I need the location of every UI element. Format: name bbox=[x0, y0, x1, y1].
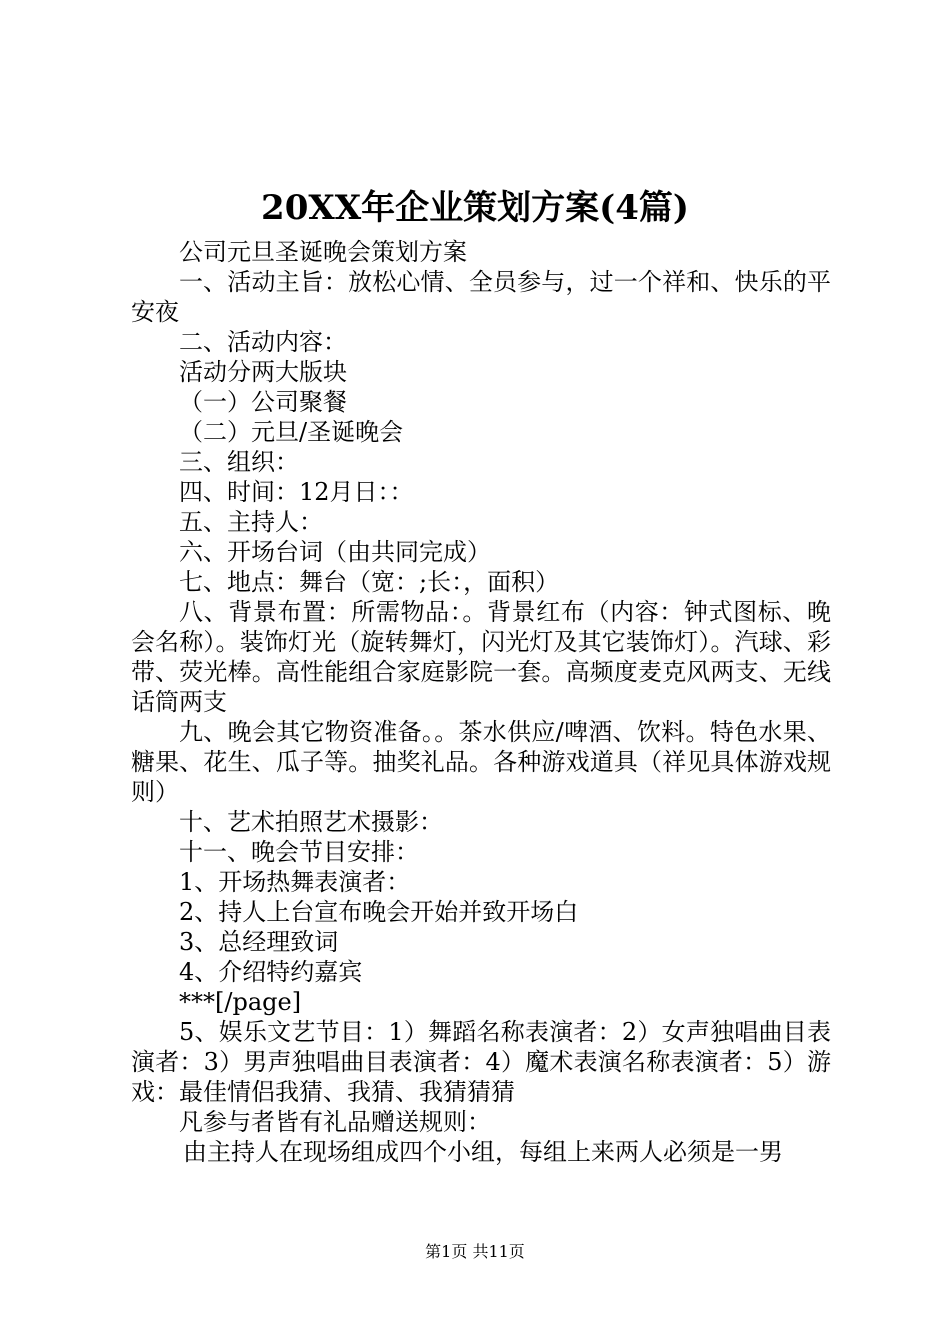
paragraph-14: 十、艺术拍照艺术摄影： bbox=[179, 808, 443, 836]
paragraph-2: 一、活动主旨：放松心情、全员参与，过一个祥和、快乐的平安夜 bbox=[131, 268, 831, 326]
paragraph-23: 由主持人在现场组成四个小组，每组上来两人必须是一男 bbox=[183, 1138, 783, 1166]
paragraph-22: 凡参与者皆有礼品赠送规则： bbox=[179, 1108, 491, 1136]
paragraph-18: 3、总经理致词 bbox=[179, 928, 339, 956]
paragraph-20: ***[/page] bbox=[179, 988, 302, 1016]
paragraph-16: 1、开场热舞表演者： bbox=[179, 868, 411, 896]
page-footer: 第1页 共11页 bbox=[425, 1242, 525, 1261]
document-title: 20XX年企业策划方案(4篇) bbox=[261, 188, 689, 228]
paragraph-12: 八、背景布置：所需物品：。背景红布（内容：钟式图标、晚会名称）。装饰灯光（旋转舞灯，闪光灯及其它装饰灯）。汽球、彩带、荧光棒。高性能组合家庭影院一套。高频度麦克风两支、无线话筒两支 bbox=[131, 598, 831, 716]
paragraph-15: 十一、晚会节目安排： bbox=[179, 838, 419, 866]
paragraph-19: 4、介绍特约嘉宾 bbox=[179, 958, 363, 986]
paragraph-11: 七、地点：舞台（宽：;长：，面积） bbox=[179, 568, 560, 596]
paragraph-1: 公司元旦圣诞晚会策划方案 bbox=[179, 238, 467, 266]
paragraph-17: 2、持人上台宣布晚会开始并致开场白 bbox=[179, 898, 579, 926]
paragraph-7: 三、组织： bbox=[179, 448, 299, 476]
paragraph-3: 二、活动内容： bbox=[179, 328, 347, 356]
paragraph-8: 四、时间：12月日：： bbox=[179, 478, 414, 506]
paragraph-10: 六、开场台词（由共同完成） bbox=[179, 538, 491, 566]
paragraph-5: （一）公司聚餐 bbox=[179, 388, 347, 416]
document-body bbox=[131, 237, 831, 1167]
paragraph-9: 五、主持人： bbox=[179, 508, 323, 536]
paragraph-4: 活动分两大版块 bbox=[179, 358, 347, 386]
paragraph-21: 5、娱乐文艺节目：1）舞蹈名称表演者：2）女声独唱曲目表演者：3）男声独唱曲目表演者：4）魔术表演名称表演者：5）游戏：最佳情侣我猜、我猜、我猜猜猜 bbox=[131, 1018, 831, 1106]
paragraph-13: 九、晚会其它物资准备。。茶水供应/啤酒、饮料。特色水果、糖果、花生、瓜子等。抽奖礼品。各种游戏道具（祥见具体游戏规则） bbox=[131, 718, 831, 806]
paragraph-6: （二）元旦/圣诞晚会 bbox=[179, 418, 404, 446]
